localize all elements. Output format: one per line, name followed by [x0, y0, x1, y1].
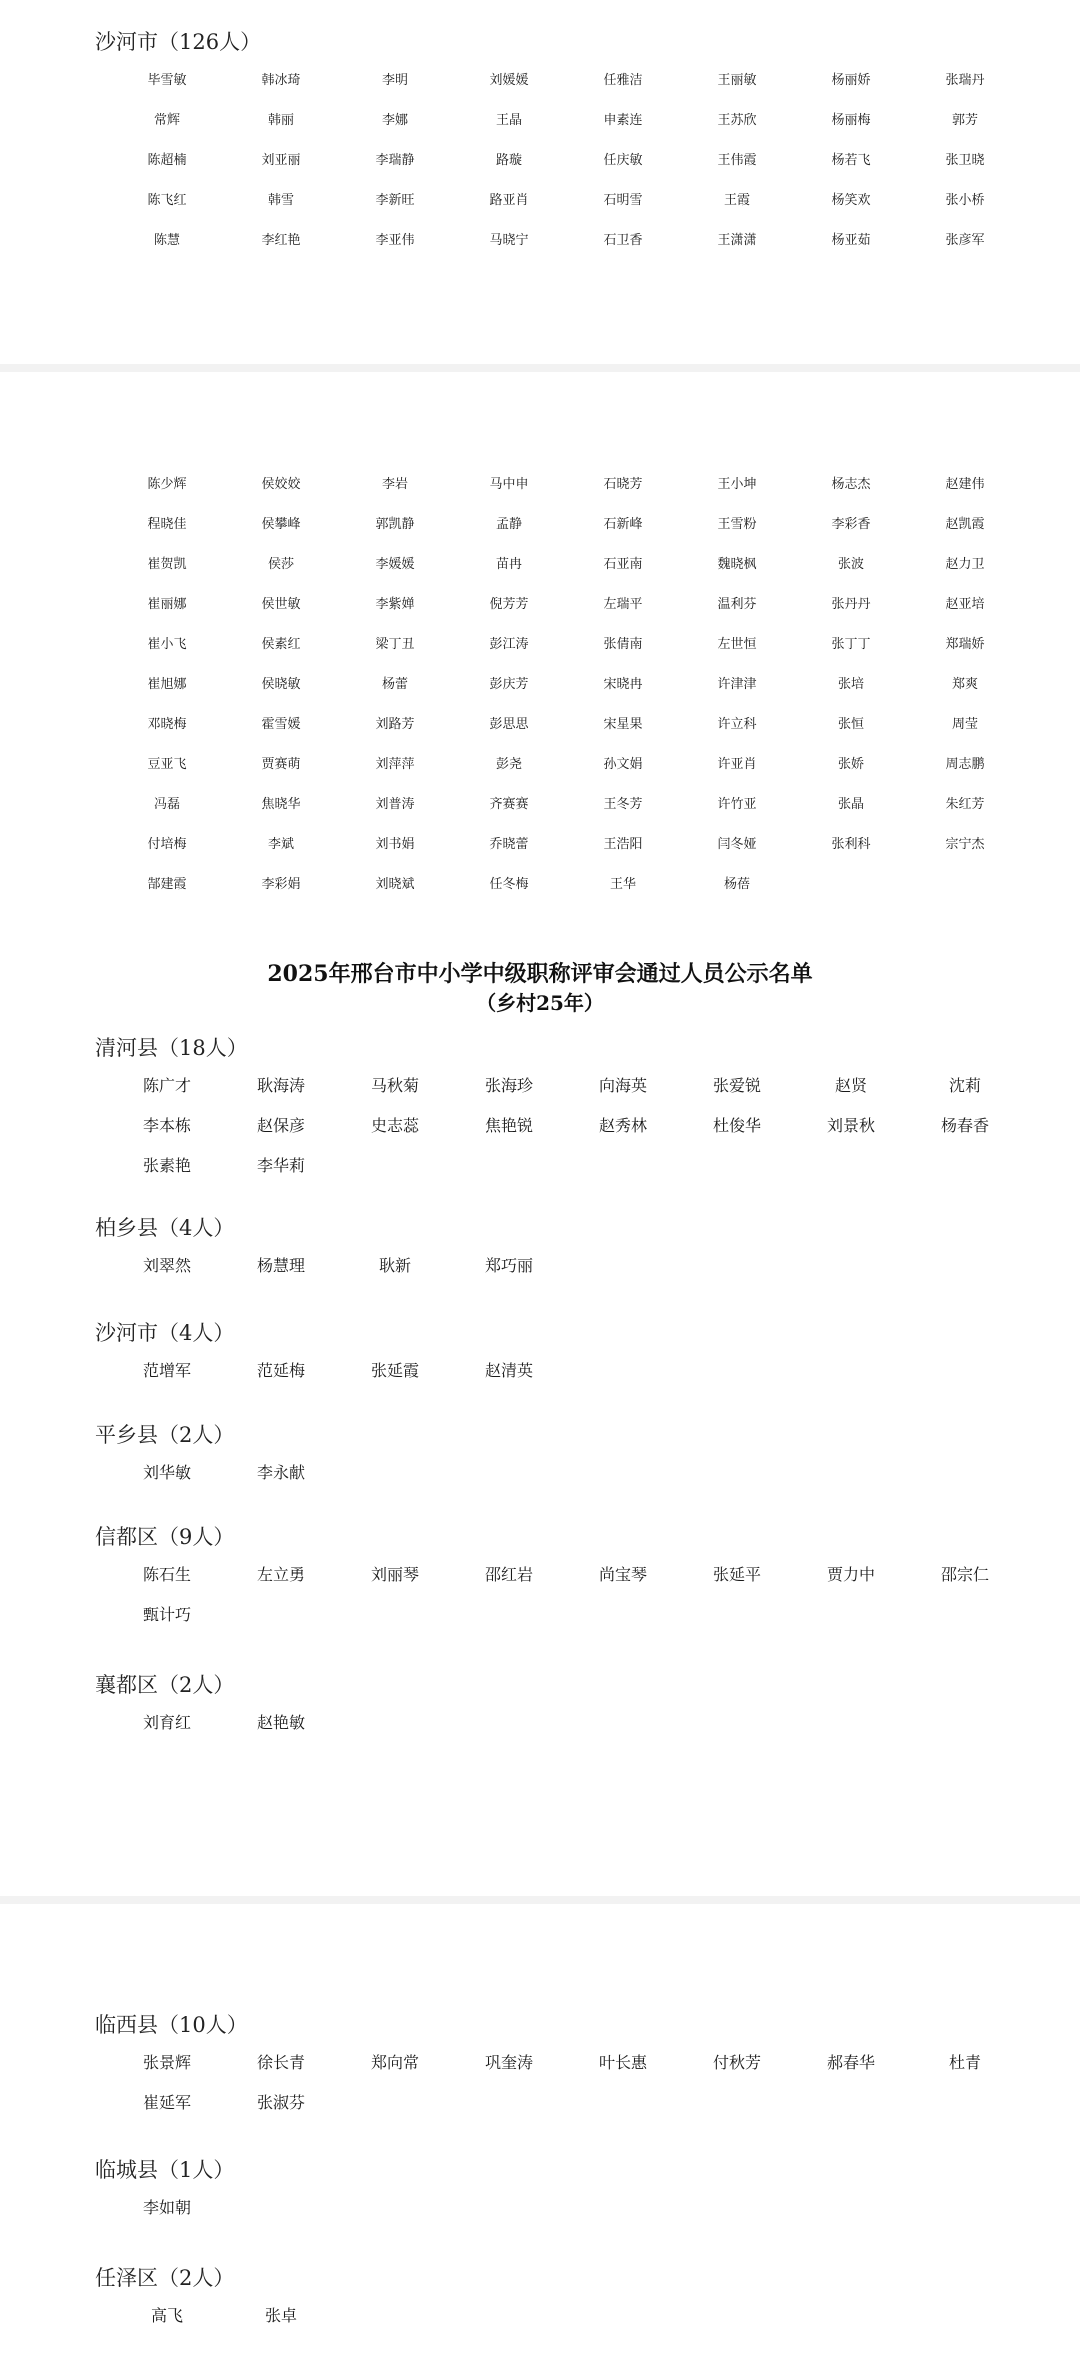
region-title: 清河县（18人） [95, 1036, 248, 1060]
person-name: 郑巧丽 [484, 1256, 533, 1275]
region-title: 临西县（10人） [95, 2013, 248, 2037]
person-name: 任雅洁 [603, 73, 643, 88]
person-name: 侯姣姣 [261, 477, 301, 492]
name-grid [110, 2048, 981, 2128]
person-name: 左世恒 [717, 637, 757, 652]
person-name: 刘景秋 [826, 1116, 875, 1135]
person-name: 郑瑞娇 [945, 637, 985, 652]
person-name: 徐长青 [256, 2053, 305, 2072]
person-name: 张恒 [837, 717, 864, 732]
person-name: 张培 [837, 677, 864, 692]
person-name: 刘翠然 [142, 1256, 191, 1275]
person-name: 宗宁杰 [945, 837, 985, 852]
person-name: 王雪粉 [717, 517, 757, 532]
person-name: 邵宗仁 [940, 1565, 989, 1584]
person-name: 宋星果 [603, 717, 643, 732]
person-name: 倪芳芳 [489, 597, 529, 612]
person-name: 史志蕊 [370, 1116, 419, 1135]
person-name: 王潇潇 [717, 233, 757, 248]
person-name: 赵建伟 [945, 477, 985, 492]
person-name: 马中申 [489, 477, 529, 492]
person-name: 李华莉 [256, 1156, 305, 1175]
person-name: 杨亚茹 [831, 233, 871, 248]
person-name: 杨春香 [940, 1116, 989, 1135]
heading-line-2: （乡村25年） [476, 991, 604, 1015]
person-name: 许立科 [717, 717, 757, 732]
person-name: 孟静 [495, 517, 522, 532]
person-name: 侯晓敏 [261, 677, 301, 692]
person-name: 陈广才 [142, 1076, 191, 1095]
person-name: 郑爽 [951, 677, 978, 692]
person-name: 赵艳敏 [256, 1713, 305, 1732]
person-name: 赵力卫 [945, 557, 985, 572]
person-name: 刘书娟 [375, 837, 415, 852]
person-name: 赵清英 [484, 1361, 533, 1380]
person-name: 王小坤 [717, 477, 757, 492]
person-name: 刘萍萍 [375, 757, 415, 772]
person-name: 张利科 [831, 837, 871, 852]
person-name: 李彩娟 [261, 877, 301, 892]
page-separator [0, 364, 1080, 372]
person-name: 许津津 [717, 677, 757, 692]
person-name: 温利芬 [717, 597, 757, 612]
person-name: 石明雪 [603, 193, 643, 208]
person-name: 任冬梅 [489, 877, 529, 892]
person-name: 朱红芳 [945, 797, 985, 812]
person-name: 李本栋 [142, 1116, 191, 1135]
person-name: 张淑芬 [256, 2093, 305, 2112]
person-name: 赵贤 [834, 1076, 867, 1095]
name-grid [110, 2193, 970, 2233]
person-name: 郜建霞 [147, 877, 187, 892]
person-name: 郑向常 [370, 2053, 419, 2072]
person-name: 杨丽娇 [831, 73, 871, 88]
person-name: 赵亚培 [945, 597, 985, 612]
person-name: 侯攀峰 [261, 517, 301, 532]
person-name: 豆亚飞 [147, 757, 187, 772]
person-name: 王冬芳 [603, 797, 643, 812]
person-name: 崔旭娜 [147, 677, 187, 692]
person-name: 许竹亚 [717, 797, 757, 812]
person-name: 巩奎涛 [484, 2053, 533, 2072]
name-grid [110, 68, 985, 268]
person-name: 耿海涛 [256, 1076, 305, 1095]
name-grid [110, 1458, 970, 1498]
person-name: 崔贺凯 [147, 557, 187, 572]
person-name: 杜俊华 [712, 1116, 761, 1135]
region-title: 临城县（1人） [95, 2158, 235, 2182]
person-name: 李斌 [267, 837, 294, 852]
person-name: 张爱锐 [712, 1076, 761, 1095]
person-name: 刘丽琴 [370, 1565, 419, 1584]
person-name: 李明 [381, 73, 408, 88]
person-name: 程晓佳 [147, 517, 187, 532]
person-name: 李永献 [256, 1463, 305, 1482]
person-name: 甄计巧 [142, 1605, 191, 1624]
person-name: 杨慧理 [256, 1256, 305, 1275]
person-name: 韩冰琦 [261, 73, 301, 88]
region-title: 平乡县（2人） [95, 1423, 235, 1447]
person-name: 张景辉 [142, 2053, 191, 2072]
region-title: 信都区（9人） [95, 1525, 235, 1549]
person-name: 张延平 [712, 1565, 761, 1584]
person-name: 韩丽 [267, 113, 294, 128]
person-name: 彭江涛 [489, 637, 529, 652]
person-name: 刘华敏 [142, 1463, 191, 1482]
person-name: 叶长惠 [598, 2053, 647, 2072]
page-separator [0, 1896, 1080, 1904]
person-name: 左瑞平 [603, 597, 643, 612]
person-name: 焦艳锐 [484, 1116, 533, 1135]
person-name: 左立勇 [256, 1565, 305, 1584]
person-name: 邵红岩 [484, 1565, 533, 1584]
person-name: 申素连 [603, 113, 643, 128]
person-name: 张延霞 [370, 1361, 419, 1380]
person-name: 耿新 [378, 1256, 411, 1275]
person-name: 韩雪 [267, 193, 294, 208]
person-name: 李媛媛 [375, 557, 415, 572]
person-name: 张倩南 [603, 637, 643, 652]
person-name: 周莹 [951, 717, 978, 732]
person-name: 魏晓枫 [717, 557, 757, 572]
person-name: 侯世敏 [261, 597, 301, 612]
person-name: 王华 [609, 877, 636, 892]
person-name: 范增军 [142, 1361, 191, 1380]
person-name: 陈石生 [142, 1565, 191, 1584]
person-name: 崔小飞 [147, 637, 187, 652]
person-name: 乔晓蕾 [489, 837, 529, 852]
person-name: 高飞 [150, 2306, 183, 2325]
person-name: 郭凯静 [375, 517, 415, 532]
person-name: 王霞 [723, 193, 750, 208]
person-name: 张晶 [837, 797, 864, 812]
document-page-3 [0, 1904, 1080, 2353]
person-name: 李新旺 [375, 193, 415, 208]
person-name: 路璇 [495, 153, 522, 168]
person-name: 孙文娟 [603, 757, 643, 772]
person-name: 刘亚丽 [261, 153, 301, 168]
person-name: 张波 [837, 557, 864, 572]
region-title: 襄都区（2人） [95, 1673, 235, 1697]
person-name: 王晶 [495, 113, 522, 128]
person-name: 王丽敏 [717, 73, 757, 88]
name-grid [110, 1356, 970, 1396]
person-name: 尚宝琴 [598, 1565, 647, 1584]
person-name: 常辉 [153, 113, 180, 128]
person-name: 张彦军 [945, 233, 985, 248]
person-name: 张卓 [264, 2306, 297, 2325]
person-name: 郭芳 [951, 113, 978, 128]
person-name: 赵秀林 [598, 1116, 647, 1135]
name-grid [110, 1708, 970, 1748]
person-name: 彭尧 [495, 757, 522, 772]
person-name: 张娇 [837, 757, 864, 772]
person-name: 杨蓓 [723, 877, 750, 892]
person-name: 崔延军 [142, 2093, 191, 2112]
person-name: 刘普涛 [375, 797, 415, 812]
region-title: 任泽区（2人） [95, 2266, 235, 2290]
person-name: 陈少辉 [147, 477, 187, 492]
person-name: 贾力中 [826, 1565, 875, 1584]
person-name: 陈飞红 [147, 193, 187, 208]
person-name: 彭庆芳 [489, 677, 529, 692]
person-name: 付秋芳 [712, 2053, 761, 2072]
person-name: 刘路芳 [375, 717, 415, 732]
person-name: 陈超楠 [147, 153, 187, 168]
person-name: 梁丁丑 [375, 637, 415, 652]
person-name: 杜青 [948, 2053, 981, 2072]
person-name: 侯素红 [261, 637, 301, 652]
person-name: 张丁丁 [831, 637, 871, 652]
person-name: 邓晓梅 [147, 717, 187, 732]
person-name: 赵保彦 [256, 1116, 305, 1135]
person-name: 李彩香 [831, 517, 871, 532]
person-name: 赵凯霞 [945, 517, 985, 532]
person-name: 彭思思 [489, 717, 529, 732]
person-name: 任庆敏 [603, 153, 643, 168]
person-name: 马秋菊 [370, 1076, 419, 1095]
person-name: 闫冬娅 [717, 837, 757, 852]
name-grid [110, 1071, 989, 1191]
person-name: 李瑞静 [375, 153, 415, 168]
name-grid [110, 1560, 989, 1640]
person-name: 李娜 [381, 113, 408, 128]
document-heading [0, 959, 1080, 1017]
person-name: 冯磊 [153, 797, 180, 812]
person-name: 郝春华 [826, 2053, 875, 2072]
person-name: 侯莎 [267, 557, 294, 572]
name-grid [110, 472, 985, 912]
person-name: 李红艳 [261, 233, 301, 248]
person-name: 王浩阳 [603, 837, 643, 852]
name-grid [110, 2301, 970, 2341]
person-name: 陈慧 [153, 233, 180, 248]
name-grid [110, 1251, 970, 1291]
person-name: 许亚肖 [717, 757, 757, 772]
person-name: 王伟霞 [717, 153, 757, 168]
heading-line-1: 2025年邢台市中小学中级职称评审会通过人员公示名单 [267, 961, 813, 987]
person-name: 杨笑欢 [831, 193, 871, 208]
person-name: 王苏欣 [717, 113, 757, 128]
person-name: 石亚南 [603, 557, 643, 572]
person-name: 贾赛萌 [261, 757, 301, 772]
person-name: 路亚肖 [489, 193, 529, 208]
person-name: 刘育红 [142, 1713, 191, 1732]
person-name: 齐赛赛 [489, 797, 529, 812]
person-name: 苗冉 [495, 557, 522, 572]
person-name: 李紫婵 [375, 597, 415, 612]
person-name: 焦晓华 [261, 797, 301, 812]
document-page-2 [0, 372, 1080, 1896]
region-title: 柏乡县（4人） [95, 1216, 235, 1240]
person-name: 杨丽梅 [831, 113, 871, 128]
person-name: 张卫晓 [945, 153, 985, 168]
person-name: 张小桥 [945, 193, 985, 208]
person-name: 崔丽娜 [147, 597, 187, 612]
person-name: 张瑞丹 [945, 73, 985, 88]
person-name: 杨志杰 [831, 477, 871, 492]
person-name: 范延梅 [256, 1361, 305, 1380]
person-name: 霍雪媛 [261, 717, 301, 732]
person-name: 张素艳 [142, 1156, 191, 1175]
person-name: 毕雪敏 [147, 73, 187, 88]
person-name: 付培梅 [147, 837, 187, 852]
person-name: 石卫香 [603, 233, 643, 248]
person-name: 向海英 [598, 1076, 647, 1095]
person-name: 张丹丹 [831, 597, 871, 612]
person-name: 刘晓斌 [375, 877, 415, 892]
document-page-1 [0, 0, 1080, 364]
person-name: 石新峰 [603, 517, 643, 532]
person-name: 张海珍 [484, 1076, 533, 1095]
person-name: 刘媛媛 [489, 73, 529, 88]
person-name: 李如朝 [142, 2198, 191, 2217]
person-name: 石晓芳 [603, 477, 643, 492]
region-title: 沙河市（126人） [95, 30, 262, 54]
person-name: 杨若飞 [831, 153, 871, 168]
person-name: 马晓宁 [489, 233, 529, 248]
person-name: 李岩 [381, 477, 408, 492]
person-name: 杨蕾 [381, 677, 408, 692]
person-name: 李亚伟 [375, 233, 415, 248]
person-name: 宋晓冉 [603, 677, 643, 692]
person-name: 沈莉 [948, 1076, 981, 1095]
person-name: 周志鹏 [945, 757, 985, 772]
region-title: 沙河市（4人） [95, 1321, 235, 1345]
